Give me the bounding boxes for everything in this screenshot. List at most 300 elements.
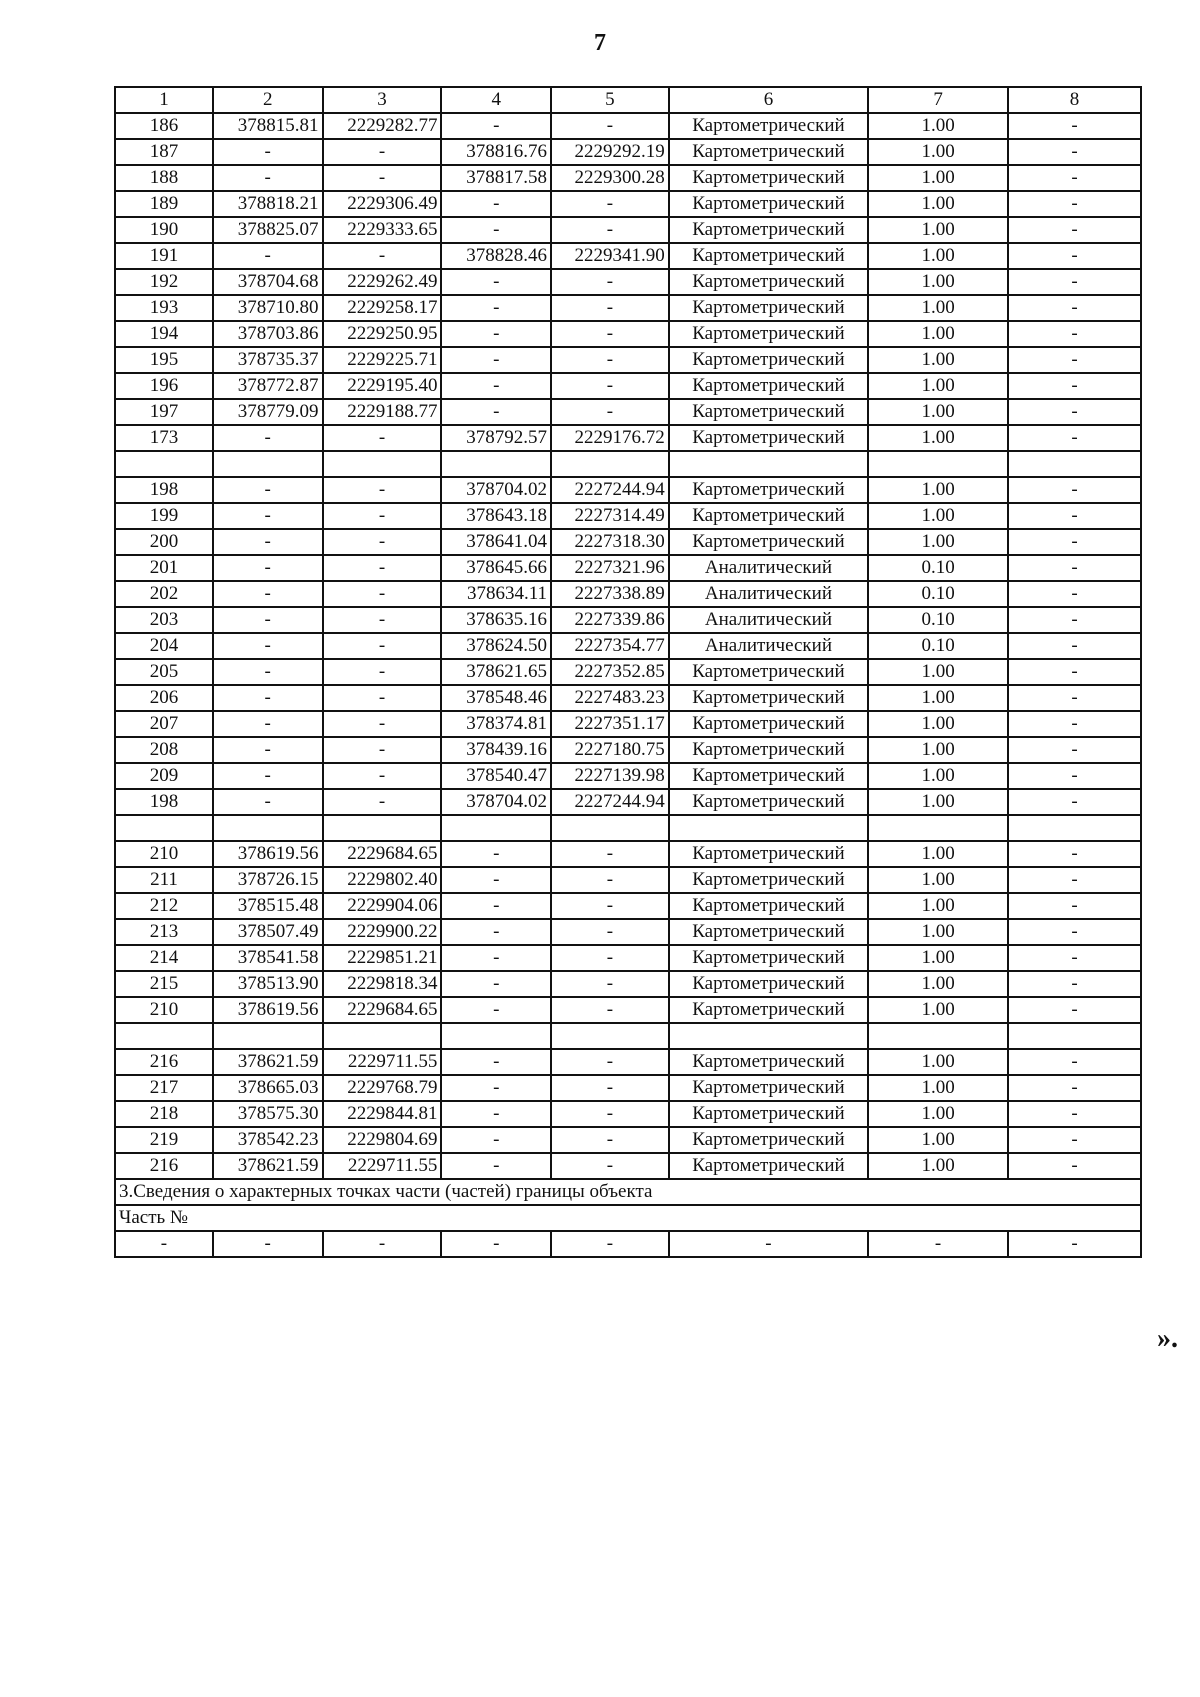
table-cell: 378735.37 <box>213 347 323 373</box>
table-cell: - <box>1008 191 1141 217</box>
table-row <box>115 841 1141 867</box>
table-row <box>115 191 1141 217</box>
table-cell: 2229176.72 <box>551 425 669 451</box>
table-cell: 1.00 <box>868 139 1008 165</box>
table-cell: 378665.03 <box>213 1075 323 1101</box>
table-cell: Картометрический <box>669 763 868 789</box>
table-cell: 378621.59 <box>213 1049 323 1075</box>
table-row <box>115 347 1141 373</box>
table-cell: - <box>1008 347 1141 373</box>
table-cell: - <box>1008 321 1141 347</box>
table-cell: - <box>1008 581 1141 607</box>
table-cell: 378540.47 <box>441 763 551 789</box>
table-cell: 198 <box>115 477 213 503</box>
table-cell: 1.00 <box>868 789 1008 815</box>
table-cell: 2227351.17 <box>551 711 669 737</box>
table-cell: Картометрический <box>669 503 868 529</box>
table-cell: 2229804.69 <box>323 1127 442 1153</box>
table-cell <box>323 815 442 841</box>
table-cell: Картометрический <box>669 893 868 919</box>
table-cell: - <box>323 477 442 503</box>
table-cell: Картометрический <box>669 165 868 191</box>
table-cell: 219 <box>115 1127 213 1153</box>
table-row <box>115 971 1141 997</box>
table-cell: 2229300.28 <box>551 165 669 191</box>
table-cell: - <box>551 191 669 217</box>
table-cell: 378548.46 <box>441 685 551 711</box>
table-cell: - <box>551 399 669 425</box>
table-cell: Картометрический <box>669 997 868 1023</box>
table-cell: 2229844.81 <box>323 1101 442 1127</box>
table-cell: 2227244.94 <box>551 477 669 503</box>
header-cell: 6 <box>669 87 868 113</box>
table-cell: - <box>323 425 442 451</box>
table-row <box>115 737 1141 763</box>
table-cell: - <box>323 633 442 659</box>
table-cell: Картометрический <box>669 1153 868 1179</box>
table-cell: - <box>323 763 442 789</box>
table-row <box>115 477 1141 503</box>
table-cell: 2229333.65 <box>323 217 442 243</box>
header-cell: 1 <box>115 87 213 113</box>
table-row <box>115 217 1141 243</box>
table-cell <box>1008 815 1141 841</box>
table-cell: 2229904.06 <box>323 893 442 919</box>
table-cell: - <box>669 1231 868 1257</box>
table-cell: - <box>1008 139 1141 165</box>
table-cell: Картометрический <box>669 529 868 555</box>
table-cell: Картометрический <box>669 113 868 139</box>
table-cell: Картометрический <box>669 399 868 425</box>
table-cell: - <box>323 139 442 165</box>
table-cell: 378703.86 <box>213 321 323 347</box>
closing-quote-mark: ». <box>1157 1323 1178 1354</box>
table-cell: Картометрический <box>669 841 868 867</box>
table-cell: 1.00 <box>868 685 1008 711</box>
table-cell: - <box>323 685 442 711</box>
table-cell: 2229292.19 <box>551 139 669 165</box>
table-cell <box>115 451 213 477</box>
table-row <box>115 425 1141 451</box>
table-cell: 217 <box>115 1075 213 1101</box>
table-cell: Картометрический <box>669 1075 868 1101</box>
table-cell: - <box>323 165 442 191</box>
table-cell: 0.10 <box>868 555 1008 581</box>
table-row <box>115 893 1141 919</box>
table-cell: 204 <box>115 633 213 659</box>
table-cell: - <box>551 1127 669 1153</box>
table-cell: - <box>1008 763 1141 789</box>
table-cell: 1.00 <box>868 945 1008 971</box>
table-cell: 378704.02 <box>441 789 551 815</box>
table-cell: - <box>213 1231 323 1257</box>
table-row <box>115 1101 1141 1127</box>
table-cell: 1.00 <box>868 1049 1008 1075</box>
table-cell: - <box>213 425 323 451</box>
table-cell: - <box>1008 711 1141 737</box>
table-cell <box>441 1023 551 1049</box>
table-row <box>115 581 1141 607</box>
table-cell: - <box>1008 945 1141 971</box>
table-cell: 2229262.49 <box>323 269 442 295</box>
table-row <box>115 503 1141 529</box>
table-cell: 1.00 <box>868 295 1008 321</box>
table-cell: 2229802.40 <box>323 867 442 893</box>
table-cell <box>868 1023 1008 1049</box>
table-cell: 191 <box>115 243 213 269</box>
table-row <box>115 867 1141 893</box>
table-cell: 378621.65 <box>441 659 551 685</box>
header-cell: 7 <box>868 87 1008 113</box>
table-cell: - <box>441 347 551 373</box>
table-cell: Картометрический <box>669 217 868 243</box>
table-cell: - <box>441 945 551 971</box>
header-cell: 3 <box>323 87 442 113</box>
table-cell: 378439.16 <box>441 737 551 763</box>
table-cell: - <box>551 113 669 139</box>
table-cell: 1.00 <box>868 399 1008 425</box>
table-cell <box>323 451 442 477</box>
table-cell: Аналитический <box>669 607 868 633</box>
table-cell: - <box>115 1231 213 1257</box>
table-cell: 193 <box>115 295 213 321</box>
table-cell: - <box>551 269 669 295</box>
table-cell: - <box>551 1049 669 1075</box>
table-cell: 216 <box>115 1153 213 1179</box>
table-cell: 192 <box>115 269 213 295</box>
table-cell: 2227321.96 <box>551 555 669 581</box>
table-cell: - <box>213 711 323 737</box>
table-cell: Картометрический <box>669 373 868 399</box>
header-cell: 4 <box>441 87 551 113</box>
table-cell: - <box>441 217 551 243</box>
table-cell: 1.00 <box>868 165 1008 191</box>
table-cell: 1.00 <box>868 269 1008 295</box>
table-cell: 2229768.79 <box>323 1075 442 1101</box>
table-cell: 2227314.49 <box>551 503 669 529</box>
table-row <box>115 997 1141 1023</box>
table-row <box>115 399 1141 425</box>
table-cell: 189 <box>115 191 213 217</box>
page-number: 7 <box>594 30 606 56</box>
table-cell: - <box>441 867 551 893</box>
table-cell <box>213 815 323 841</box>
table-cell: - <box>1008 503 1141 529</box>
table-cell: - <box>441 269 551 295</box>
table-cell: 378575.30 <box>213 1101 323 1127</box>
table-cell: - <box>1008 555 1141 581</box>
table-row <box>115 763 1141 789</box>
table-cell <box>551 451 669 477</box>
table-cell: Картометрический <box>669 321 868 347</box>
table-cell: - <box>1008 1127 1141 1153</box>
table-cell: - <box>868 1231 1008 1257</box>
table-cell: - <box>551 1101 669 1127</box>
table-cell: 2229225.71 <box>323 347 442 373</box>
table-cell: 2229684.65 <box>323 997 442 1023</box>
table-cell: - <box>1008 529 1141 555</box>
table-row <box>115 295 1141 321</box>
table-cell: Картометрический <box>669 737 868 763</box>
table-cell: 378635.16 <box>441 607 551 633</box>
table-cell: 2229306.49 <box>323 191 442 217</box>
table-cell: - <box>1008 1231 1141 1257</box>
table-cell: - <box>323 243 442 269</box>
table-cell: 2227139.98 <box>551 763 669 789</box>
table-cell: - <box>1008 893 1141 919</box>
table-cell: 2229851.21 <box>323 945 442 971</box>
table-cell: - <box>551 1231 669 1257</box>
table-cell: 378513.90 <box>213 971 323 997</box>
table-cell <box>213 1023 323 1049</box>
table-cell: 207 <box>115 711 213 737</box>
table-cell: 206 <box>115 685 213 711</box>
table-cell: - <box>323 529 442 555</box>
table-cell: 2229258.17 <box>323 295 442 321</box>
table-cell: - <box>441 399 551 425</box>
table-cell: 2227354.77 <box>551 633 669 659</box>
table-cell: - <box>1008 841 1141 867</box>
table-cell: 190 <box>115 217 213 243</box>
table-cell: 378624.50 <box>441 633 551 659</box>
table-cell: - <box>1008 997 1141 1023</box>
table-cell <box>669 1023 868 1049</box>
table-cell: - <box>441 295 551 321</box>
table-cell: 2229900.22 <box>323 919 442 945</box>
table-cell <box>441 815 551 841</box>
table-cell: - <box>1008 1075 1141 1101</box>
table-cell: - <box>551 893 669 919</box>
table-cell: - <box>551 217 669 243</box>
table-cell <box>868 451 1008 477</box>
table-cell: 2229684.65 <box>323 841 442 867</box>
table-cell: 1.00 <box>868 841 1008 867</box>
table-cell: 197 <box>115 399 213 425</box>
table-row <box>115 919 1141 945</box>
table-cell: 2229818.34 <box>323 971 442 997</box>
table-cell: - <box>213 607 323 633</box>
table-cell: 201 <box>115 555 213 581</box>
table-cell: 195 <box>115 347 213 373</box>
table-cell <box>115 1023 213 1049</box>
table-cell: 1.00 <box>868 425 1008 451</box>
table-cell: Картометрический <box>669 139 868 165</box>
table-cell: Картометрический <box>669 425 868 451</box>
table-row <box>115 1231 1141 1257</box>
table-cell: - <box>441 971 551 997</box>
table-cell <box>323 1023 442 1049</box>
table-cell: - <box>213 737 323 763</box>
table-cell: 0.10 <box>868 607 1008 633</box>
table-cell: 1.00 <box>868 1127 1008 1153</box>
table-cell: - <box>213 555 323 581</box>
table-cell: - <box>1008 971 1141 997</box>
table-cell: Аналитический <box>669 633 868 659</box>
table-cell: - <box>1008 269 1141 295</box>
table-cell: Картометрический <box>669 1049 868 1075</box>
table-cell: 214 <box>115 945 213 971</box>
table-cell: - <box>551 971 669 997</box>
table-cell: - <box>441 373 551 399</box>
table-cell: 378726.15 <box>213 867 323 893</box>
table-cell <box>115 815 213 841</box>
table-cell: 1.00 <box>868 529 1008 555</box>
table-cell: - <box>441 191 551 217</box>
table-cell: 378704.02 <box>441 477 551 503</box>
table-cell: 378710.80 <box>213 295 323 321</box>
table-cell: - <box>1008 789 1141 815</box>
header-row <box>115 87 1141 113</box>
table-cell: 2229282.77 <box>323 113 442 139</box>
table-row <box>115 633 1141 659</box>
table-cell: 1.00 <box>868 191 1008 217</box>
table-cell: - <box>1008 399 1141 425</box>
table-cell: 378621.59 <box>213 1153 323 1179</box>
table-cell: 1.00 <box>868 503 1008 529</box>
table-cell: - <box>213 243 323 269</box>
table-cell: 378815.81 <box>213 113 323 139</box>
table-cell: - <box>441 1127 551 1153</box>
table-cell: Картометрический <box>669 295 868 321</box>
table-row <box>115 321 1141 347</box>
table-cell: - <box>441 893 551 919</box>
table-cell: 2227339.86 <box>551 607 669 633</box>
table-row <box>115 659 1141 685</box>
table-cell: 378634.11 <box>441 581 551 607</box>
table-cell: Картометрический <box>669 945 868 971</box>
table-cell: 378619.56 <box>213 997 323 1023</box>
table-cell: Картометрический <box>669 477 868 503</box>
table-cell: 2227352.85 <box>551 659 669 685</box>
table-cell: 200 <box>115 529 213 555</box>
table-cell: 0.10 <box>868 581 1008 607</box>
table-row <box>115 555 1141 581</box>
table-cell: 378816.76 <box>441 139 551 165</box>
table-cell: 378541.58 <box>213 945 323 971</box>
table-row <box>115 165 1141 191</box>
table-cell <box>551 1023 669 1049</box>
table-cell: 1.00 <box>868 217 1008 243</box>
table-cell: - <box>323 737 442 763</box>
table-row <box>115 1127 1141 1153</box>
table-cell: - <box>441 997 551 1023</box>
table-cell: 1.00 <box>868 113 1008 139</box>
table-cell: - <box>441 1075 551 1101</box>
header-cell: 8 <box>1008 87 1141 113</box>
table-cell: - <box>551 1075 669 1101</box>
table-row <box>115 269 1141 295</box>
header-cell: 5 <box>551 87 669 113</box>
table-cell: 2227180.75 <box>551 737 669 763</box>
table-cell: Картометрический <box>669 685 868 711</box>
table-cell: 198 <box>115 789 213 815</box>
table-cell <box>1008 1023 1141 1049</box>
table-cell: 1.00 <box>868 243 1008 269</box>
table-cell: 378643.18 <box>441 503 551 529</box>
table-cell: 218 <box>115 1101 213 1127</box>
table-cell <box>551 815 669 841</box>
table-cell: - <box>323 581 442 607</box>
part-label: Часть № <box>115 1205 1141 1231</box>
table-cell: - <box>441 321 551 347</box>
table-cell: 1.00 <box>868 893 1008 919</box>
table-cell: Картометрический <box>669 867 868 893</box>
table-cell: 1.00 <box>868 477 1008 503</box>
table-cell: - <box>441 1101 551 1127</box>
table-cell: 1.00 <box>868 997 1008 1023</box>
table-cell: - <box>323 711 442 737</box>
table-cell: - <box>1008 633 1141 659</box>
table-cell: - <box>551 945 669 971</box>
table-cell: 210 <box>115 997 213 1023</box>
table-cell: - <box>551 295 669 321</box>
table-cell: - <box>323 659 442 685</box>
table-cell: Аналитический <box>669 555 868 581</box>
table-cell: - <box>441 113 551 139</box>
table-cell: 2227244.94 <box>551 789 669 815</box>
table-cell: 209 <box>115 763 213 789</box>
table-cell: - <box>213 763 323 789</box>
table-cell: 378818.21 <box>213 191 323 217</box>
table-cell: - <box>213 529 323 555</box>
table-cell: - <box>213 633 323 659</box>
table-cell: 210 <box>115 841 213 867</box>
table-cell: 0.10 <box>868 633 1008 659</box>
table-row <box>115 1049 1141 1075</box>
table-cell: - <box>213 139 323 165</box>
boundary-points-table <box>114 86 1142 1258</box>
table-cell: 2229195.40 <box>323 373 442 399</box>
table-row <box>115 815 1141 841</box>
table-cell: - <box>323 555 442 581</box>
table-row <box>115 1153 1141 1179</box>
table-cell: - <box>213 659 323 685</box>
table-cell: 1.00 <box>868 1153 1008 1179</box>
table-cell: 378817.58 <box>441 165 551 191</box>
table-cell: 378374.81 <box>441 711 551 737</box>
table-cell: Аналитический <box>669 581 868 607</box>
part-label-row <box>115 1205 1141 1231</box>
table-cell: 208 <box>115 737 213 763</box>
table-cell <box>669 451 868 477</box>
table-cell: Картометрический <box>669 269 868 295</box>
table-cell <box>441 451 551 477</box>
table-cell: 1.00 <box>868 971 1008 997</box>
table-cell: 378619.56 <box>213 841 323 867</box>
table-cell: - <box>1008 1153 1141 1179</box>
table-cell: - <box>1008 217 1141 243</box>
table-cell: - <box>1008 1049 1141 1075</box>
table-cell: 1.00 <box>868 373 1008 399</box>
header-cell: 2 <box>213 87 323 113</box>
table-cell <box>213 451 323 477</box>
table-row <box>115 113 1141 139</box>
table-cell: 188 <box>115 165 213 191</box>
table-cell: - <box>1008 685 1141 711</box>
table-cell: - <box>441 1049 551 1075</box>
table-row <box>115 1023 1141 1049</box>
table-cell: - <box>213 789 323 815</box>
table-cell: Картометрический <box>669 191 868 217</box>
table-cell: Картометрический <box>669 659 868 685</box>
table-cell: 378542.23 <box>213 1127 323 1153</box>
table-cell: 378828.46 <box>441 243 551 269</box>
section-title-row <box>115 1179 1141 1205</box>
table-cell: - <box>551 841 669 867</box>
table-cell: 1.00 <box>868 1101 1008 1127</box>
table-cell: - <box>1008 1101 1141 1127</box>
table-cell: 215 <box>115 971 213 997</box>
